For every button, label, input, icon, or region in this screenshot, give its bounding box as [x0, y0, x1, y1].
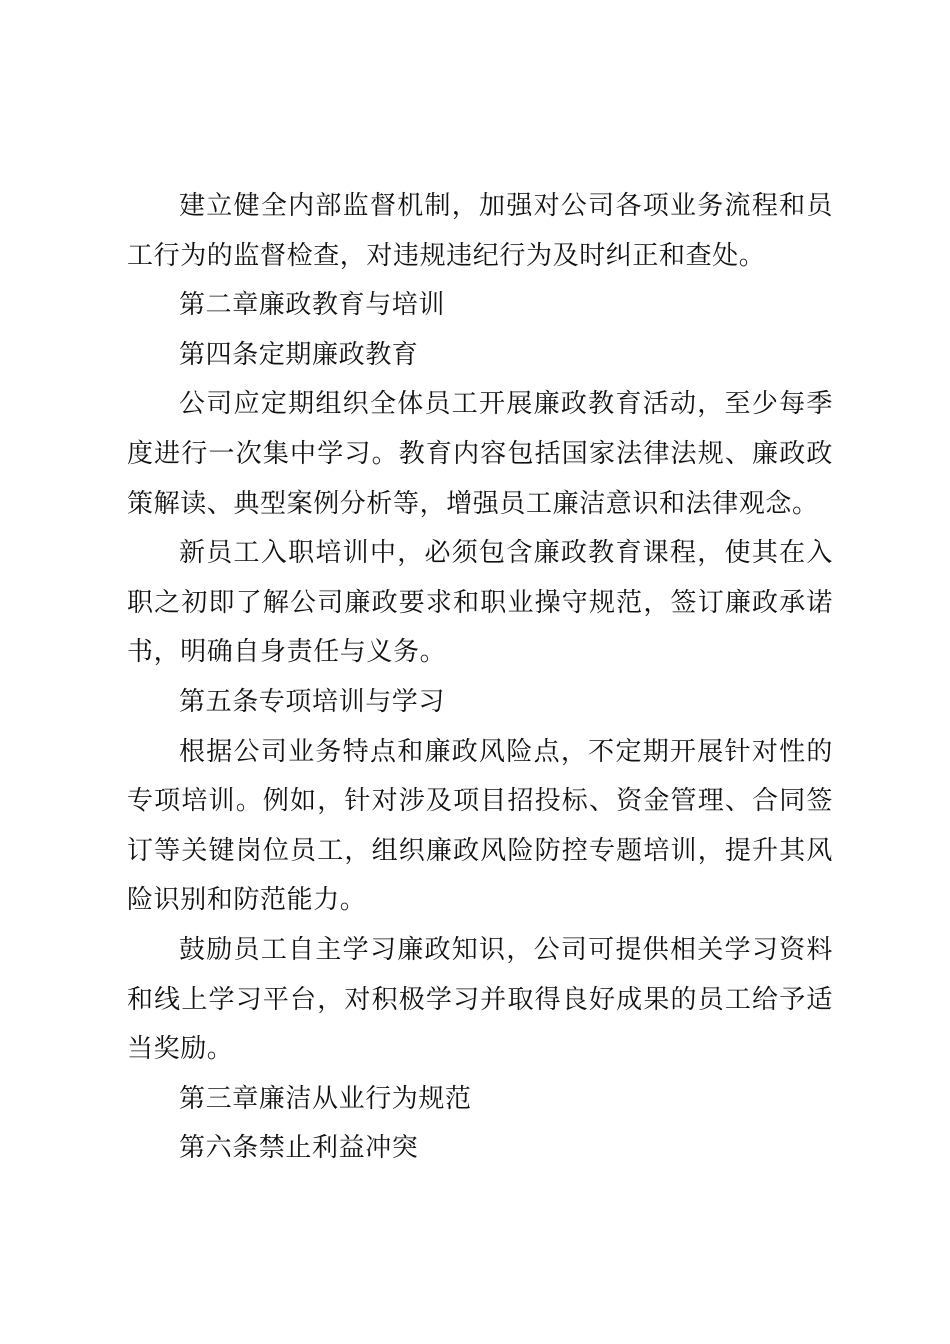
chapter-2-title: 第二章廉政教育与培训 [179, 290, 446, 321]
article-5-title: 第五条专项培训与学习 [179, 686, 446, 717]
article-6-title: 第六条禁止利益冲突 [179, 1133, 419, 1164]
paragraph-special-training: 根据公司业务特点和廉政风险点，不定期开展针对性的专项培训。例如，针对涉及项目招投标、资金管理、合同签订等关键岗位员工，组织廉政风险防控专题培训，提升其风险识别和防范能力。 [127, 736, 833, 916]
paragraph-new-employee-training: 新员工入职培训中，必须包含廉政教育课程，使其在入职之初即了解公司廉政要求和职业操守规范，签订廉政承诺书，明确自身责任与义务。 [127, 538, 833, 668]
document-body [127, 182, 833, 1174]
chapter-3-title: 第三章廉洁从业行为规范 [179, 1083, 472, 1114]
article-4-title: 第四条定期廉政教育 [179, 339, 419, 370]
paragraph-supervision: 建立健全内部监督机制，加强对公司各项业务流程和员工行为的监督检查，对违规违纪行为及时纠正和查处。 [127, 191, 833, 271]
paragraph-regular-education: 公司应定期组织全体员工开展廉政教育活动，至少每季度进行一次集中学习。教育内容包括国家法律法规、廉政政策解读、典型案例分析等，增强员工廉洁意识和法律观念。 [127, 389, 833, 519]
paragraph-self-study: 鼓励员工自主学习廉政知识，公司可提供相关学习资料和线上学习平台，对积极学习并取得良好成果的员工给予适当奖励。 [127, 934, 833, 1065]
